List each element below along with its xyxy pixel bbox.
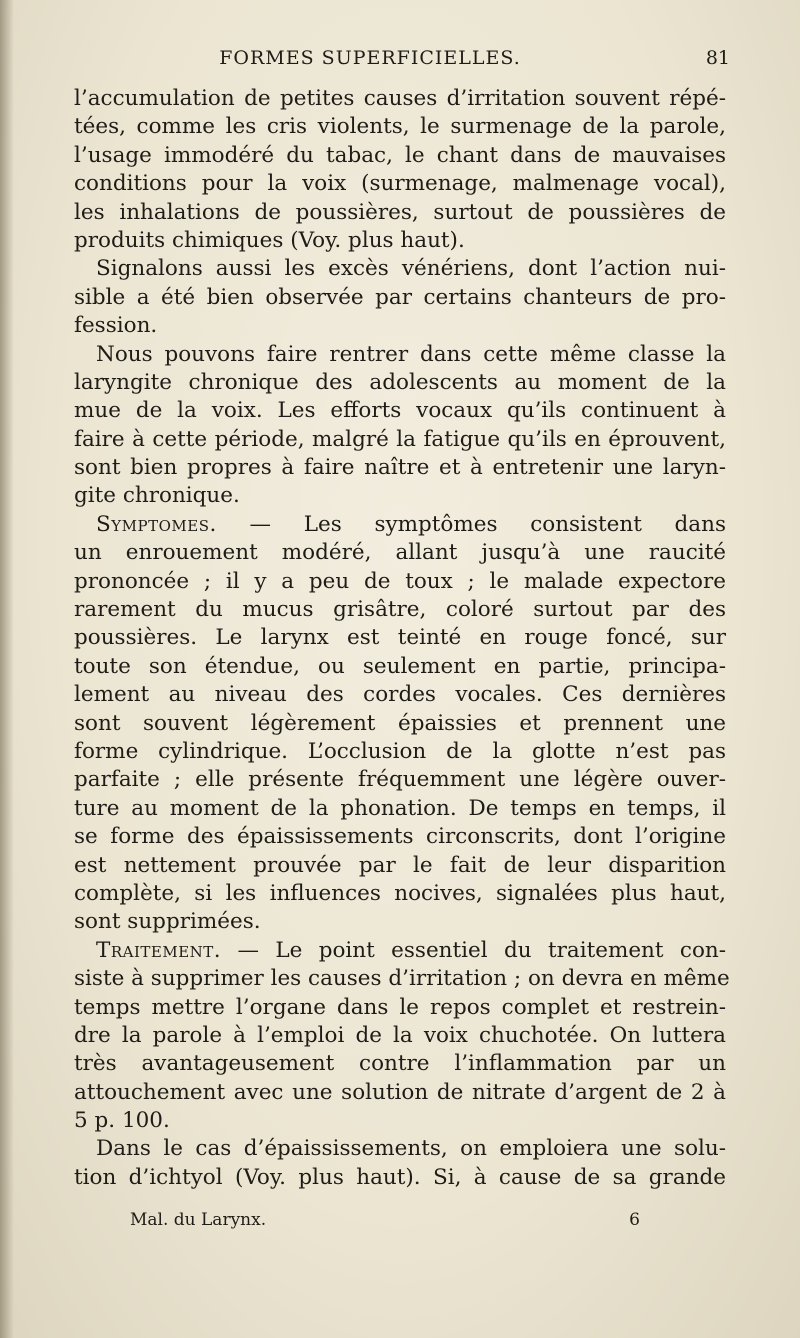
text-line: mue de la voix. Les efforts vocaux qu’ils continuent à (74, 398, 726, 424)
text-line: attouchement avec une solution de nitrate d’argent de 2 à (74, 1079, 726, 1105)
signature-mark: Mal. du Larynx. (130, 1210, 267, 1230)
text-line: se forme des épaississements circonscrits, dont l’origine (74, 824, 726, 850)
sheet-number: 6 (629, 1210, 640, 1230)
text-line: très avantageusement contre l’inflammation par un (74, 1051, 726, 1077)
text-line: l’accumulation de petites causes d’irritation souvent répé- (74, 86, 726, 111)
text-line: siste à supprimer les causes d’irritation ; on devra en même (74, 966, 730, 992)
text-line: prononcée ; il y a peu de toux ; le malade expectore (74, 568, 726, 594)
text-line: les inhalations de poussières, surtout de poussières de (74, 199, 726, 225)
text-line: l’usage immodéré du tabac, le chant dans de mauvaises (74, 142, 726, 168)
text-line: faire à cette période, malgré la fatigue qu’ils en éprouvent, (74, 426, 726, 452)
text-line: temps mettre l’organe dans le repos complet et restrein- (74, 994, 726, 1020)
text-line: laryngite chronique des adolescents au moment de la (74, 369, 726, 395)
text-line: tion d’ichtyol (Voy. plus haut). Si, à cause de sa grande (74, 1164, 726, 1190)
text-line: tées, comme les cris violents, le surmenage de la parole, (74, 114, 726, 140)
text-line: toute son étendue, ou seulement en partie, principa- (74, 653, 726, 679)
body-text (74, 85, 730, 1192)
line-text: — Le point essentiel du traitement con- (221, 937, 726, 963)
text-line: dre la parole à l’emploi de la voix chuchotée. On luttera (74, 1022, 726, 1048)
text-line: parfaite ; elle présente fréquemment une légère ouver- (74, 767, 726, 793)
page-number: 81 (705, 47, 730, 69)
text-line: sont souvent légèrement épaissies et prennent une (74, 710, 726, 736)
text-line: rarement du mucus grisâtre, coloré surtout par des (74, 597, 726, 623)
line-text: — Les symptômes consistent dans (216, 511, 726, 537)
text-line: Signalons aussi les excès vénériens, dont l’action nui- (96, 256, 726, 282)
running-title: FORMES SUPERFICIELLES. (219, 47, 521, 69)
text-line: poussières. Le larynx est teinté en rouge foncé, sur (74, 625, 726, 651)
text-line (74, 511, 726, 539)
text-line: Nous pouvons faire rentrer dans cette même classe la (96, 341, 726, 367)
text-line: sont bien propres à faire naître et à entretenir une laryn- (74, 455, 726, 481)
text-line: produits chimiques (Voy. plus haut). (74, 227, 465, 253)
page-footer (120, 1210, 640, 1236)
text-line: sible a été bien observée par certains chanteurs de pro- (74, 284, 726, 310)
text-line: ture au moment de la phonation. De temps en temps, il (74, 795, 726, 821)
section-heading: Symptomes. (96, 511, 217, 537)
text-line: forme cylindrique. L’occlusion de la glotte n’est pas (74, 738, 726, 764)
text-line: sont supprimées. (74, 909, 261, 935)
text-line: un enrouement modéré, allant jusqu’à une raucité (74, 540, 726, 566)
text-line: gite chronique. (74, 483, 240, 509)
text-line: Dans le cas d’épaississements, on emploiera une solu- (96, 1136, 726, 1162)
running-head (70, 47, 730, 73)
text-line: complète, si les influences nocives, signalées plus haut, (74, 880, 726, 906)
section-heading: Traitement. (96, 937, 222, 963)
text-line (74, 937, 726, 965)
binding-shadow (0, 0, 14, 1338)
text-line: lement au niveau des cordes vocales. Ces dernières (74, 682, 726, 708)
text-line: 5 p. 100. (74, 1108, 170, 1134)
text-line: fession. (74, 313, 158, 339)
text-line: est nettement prouvée par le fait de leur disparition (74, 852, 726, 878)
text-line: conditions pour la voix (surmenage, malmenage vocal), (74, 171, 726, 197)
